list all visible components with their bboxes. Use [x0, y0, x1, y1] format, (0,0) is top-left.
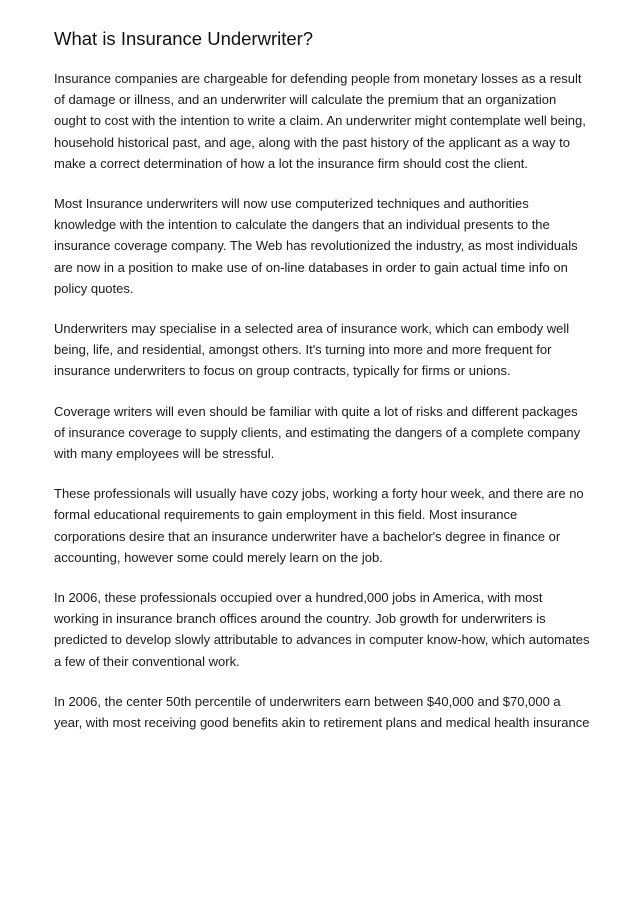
text-line: In 2006, the center 50th percentile of underwriters earn between $40,000 and $70,000 a — [54, 693, 561, 709]
paragraph-5 — [54, 483, 592, 568]
text-line: being, life, and residential, amongst others. It's turning into more and more frequent for — [54, 342, 552, 358]
text-line: are now in a position to make use of on-line databases in order to gain actual time info on — [54, 259, 568, 275]
text-line: insurance underwriters to focus on group contracts, typically for firms or unions. — [54, 363, 511, 379]
text-line: corporations desire that an insurance underwriter have a bachelor's degree in finance or — [54, 528, 561, 544]
text-line: working in insurance branch offices around the country. Job growth for underwriters is — [54, 611, 546, 627]
text-line: In 2006, these professionals occupied over a hundred,000 jobs in America, with most — [54, 590, 543, 606]
paragraph-7 — [54, 691, 592, 733]
text-line: Underwriters may specialise in a selected area of insurance work, which can embody well — [54, 321, 570, 337]
paragraph-1 — [54, 68, 592, 174]
text-line: make a correct determination of how a lot the insurance firm should cost the client. — [54, 155, 529, 171]
document-body — [54, 27, 592, 733]
text-line: Coverage writers will even should be familiar with quite a lot of risks and different packages — [54, 403, 578, 419]
text-line: of damage or illness, and an underwriter will calculate the premium that an organization — [54, 92, 557, 108]
text-line: household historical past, and age, along with the past history of the applicant as a way to — [54, 134, 570, 150]
text-line: These professionals will usually have cozy jobs, working a forty hour week, and there are no — [54, 486, 584, 502]
text-line: accounting, however some could merely learn on the job. — [54, 549, 383, 565]
paragraph-3 — [54, 318, 592, 382]
text-line: insurance coverage company. The Web has revolutionized the industry, as most individuals — [54, 238, 578, 254]
text-line: a few of their conventional work. — [54, 653, 240, 669]
paragraph-6 — [54, 587, 592, 672]
text-line: formal educational requirements to gain employment in this field. Most insurance — [54, 507, 518, 523]
text-line: ought to cost with the intention to write a claim. An underwriter might contemplate well being, — [54, 113, 586, 129]
paragraph-2 — [54, 193, 592, 299]
text-line: with many employees will be stressful. — [54, 446, 275, 462]
text-line: Insurance companies are chargeable for defending people from monetary losses as a result — [54, 71, 582, 86]
text-line: year, with most receiving good benefits akin to retirement plans and medical health insurance — [54, 715, 590, 731]
paragraph-4 — [54, 401, 592, 465]
text-line: policy quotes. — [54, 280, 134, 296]
text-line: of insurance coverage to supply clients, and estimating the dangers of a complete company — [54, 424, 581, 440]
text-line: Most Insurance underwriters will now use computerized techniques and authorities — [54, 196, 529, 212]
text-line: predicted to develop slowly attributable to advances in computer know-how, which automates — [54, 632, 590, 648]
page-title: What is Insurance Underwriter? — [54, 28, 314, 49]
text-line: knowledge with the intention to calculate the dangers that an individual presents to the — [54, 217, 550, 233]
